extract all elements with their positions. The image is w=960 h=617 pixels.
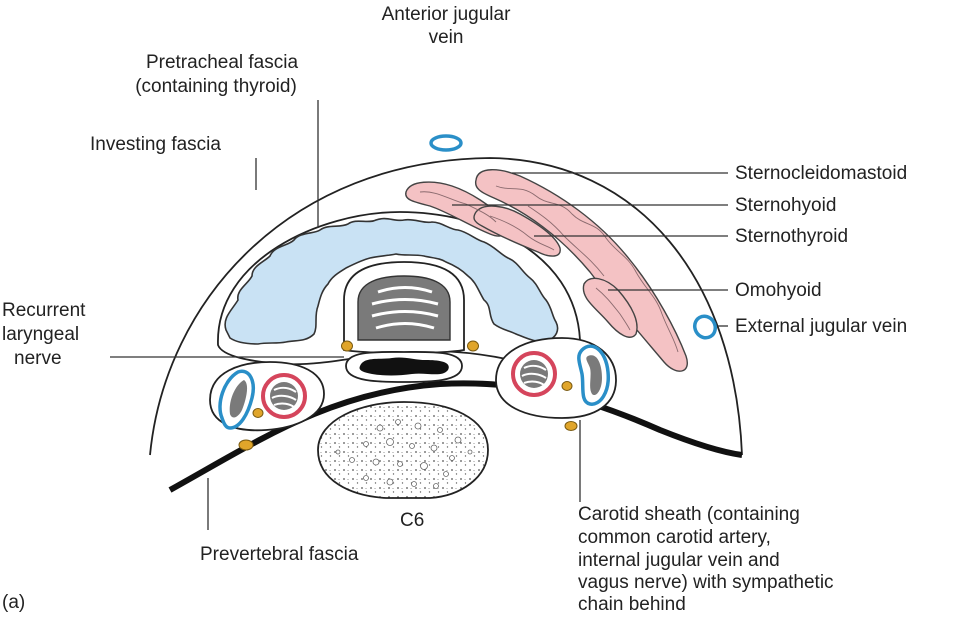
recurrent-laryngeal-nerve-left	[342, 341, 353, 351]
label-omohyoid: Omohyoid	[735, 280, 822, 301]
anterior-jugular-vein	[431, 136, 461, 150]
vagus-nerve-left	[253, 409, 263, 418]
label-pretracheal-line2: (containing thyroid)	[135, 76, 297, 97]
label-investing-fascia: Investing fascia	[90, 134, 221, 155]
label-sternocleidomastoid: Sternocleidomastoid	[735, 163, 908, 184]
label-recurrent-line2: laryngeal	[2, 324, 80, 345]
label-recurrent-line1: Recurrent	[2, 300, 86, 321]
label-carotid-line5: chain behind	[578, 594, 686, 615]
label-external-jugular: External jugular vein	[735, 316, 908, 337]
label-vertebra-c6: C6	[400, 510, 425, 531]
sympathetic-chain-right	[565, 422, 577, 431]
vagus-nerve-right	[562, 382, 572, 391]
label-prevertebral-fascia: Prevertebral fascia	[200, 544, 359, 565]
label-carotid-line2: common carotid artery,	[578, 527, 771, 548]
label-carotid-line4: vagus nerve) with sympathetic	[578, 572, 834, 593]
label-anterior-jugular-line2: vein	[428, 27, 464, 48]
figure-tag: (a)	[2, 592, 26, 613]
recurrent-laryngeal-nerve-right	[468, 341, 479, 351]
label-sternothyroid: Sternothyroid	[735, 226, 849, 247]
label-recurrent-line3: nerve	[14, 348, 62, 369]
label-carotid-line1: Carotid sheath (containing	[578, 504, 800, 525]
label-carotid-line3: internal jugular vein and	[578, 550, 780, 571]
sympathetic-chain-left	[239, 440, 253, 450]
label-sternohyoid: Sternohyoid	[735, 195, 837, 216]
vertebral-body-c6	[318, 402, 488, 498]
label-anterior-jugular-line1: Anterior jugular	[381, 4, 511, 25]
label-pretracheal-line1: Pretracheal fascia	[145, 52, 299, 73]
thyroid-cartilage	[358, 276, 450, 340]
